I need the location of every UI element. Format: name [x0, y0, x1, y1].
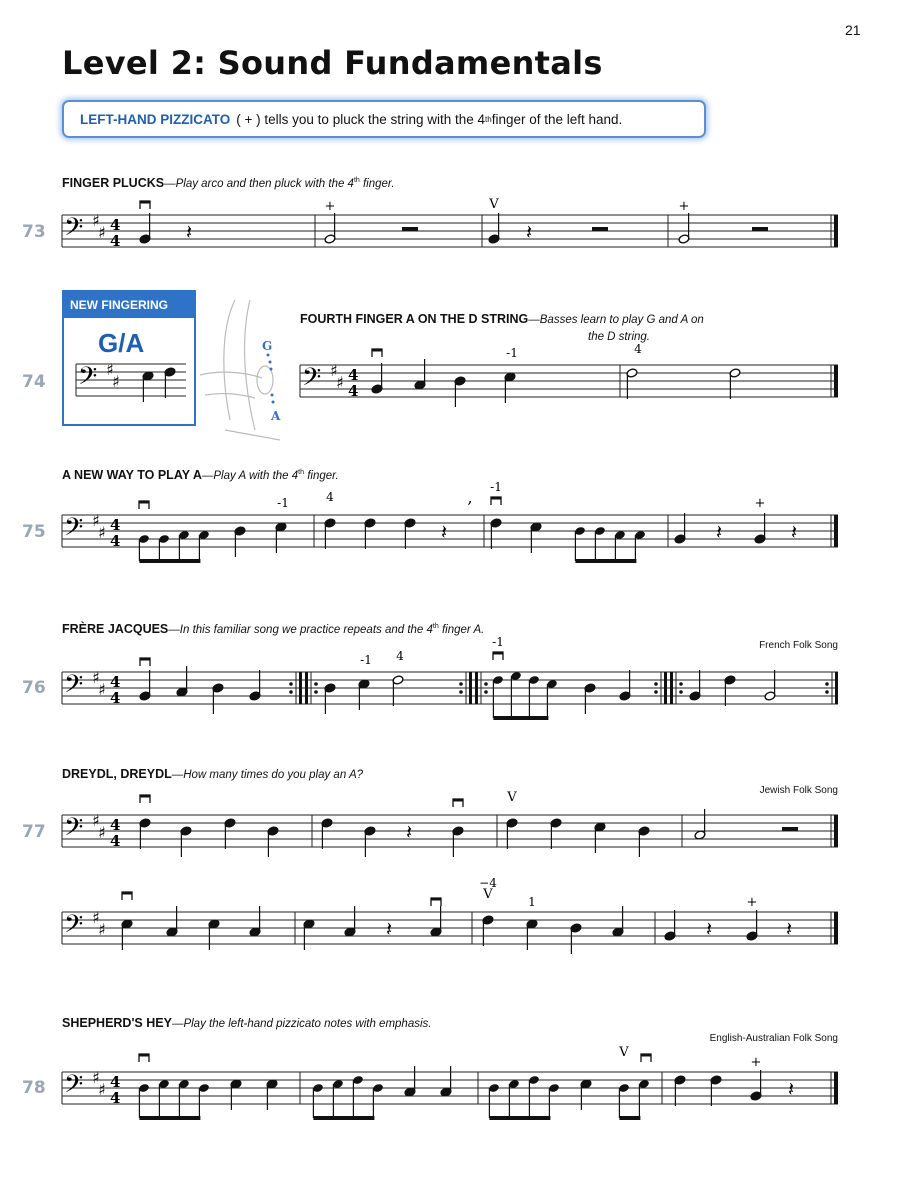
staff-74-time-top: 4 [348, 366, 359, 384]
staff-76-sharp-c: ♯ [98, 680, 106, 699]
ex75-finger-minus1: -1 [277, 496, 289, 510]
staff-78-sharp-f: ♯ [92, 1068, 100, 1087]
ex78-r1-quarter-rest: 𝄽 [788, 1077, 795, 1101]
ex75-b2-beam [575, 559, 636, 563]
info-term: LEFT-HAND PIZZICATO [80, 111, 231, 127]
exercise-76-title: FRÈRE JACQUES—In this familiar song we practice repeats and the 4th finger A. [62, 622, 485, 636]
staff-77b-sharp-f: ♯ [92, 908, 100, 927]
ex76-r4-repeat-dot [825, 690, 829, 694]
ex76-b-down-bow-bar [493, 652, 503, 655]
ex74-final-thick [834, 365, 838, 397]
ex76-r1-repeat-dot [289, 682, 293, 686]
staff-73-time-bottom: 4 [110, 232, 121, 250]
info-text-end: finger of the left hand. [491, 111, 623, 127]
ex75-finger-minus1-b: -1 [490, 480, 502, 494]
ex76-r3-repeat-dot [654, 690, 658, 694]
staff-76-time-top: 4 [110, 673, 121, 691]
ex75-r3-quarter-rest: 𝄽 [791, 520, 798, 544]
level-title: Level 2: Sound Fundamentals [62, 44, 603, 82]
ex73-half-rest [402, 227, 418, 231]
ex75-b-down-bow-bar [491, 497, 501, 500]
exercise-78-attribution: English-Australian Folk Song [709, 1033, 838, 1044]
ex77-up-bow: V [507, 790, 517, 805]
exercise-number-76: 76 [22, 678, 46, 698]
ex78-down-bow-bar [139, 1054, 149, 1057]
staff-75-time-top: 4 [110, 516, 121, 534]
ex76-r1-repeat-dot [314, 690, 318, 694]
ex75-r2-quarter-rest: 𝄽 [716, 520, 723, 544]
ex77b-pizz-mark: + [746, 895, 758, 910]
ex73-down-bow-bar [140, 201, 150, 204]
staff-73-time-top: 4 [110, 216, 121, 234]
staff-74-small-sharp-f: ♯ [106, 360, 114, 379]
ex73-r3-half-rest [592, 227, 608, 231]
ex77b-final-thick [834, 912, 838, 944]
exercise-77-title: DREYDL, DREYDL—How many times do you play an A? [62, 767, 364, 781]
staff-73-bass-clef: 𝄢 [64, 213, 84, 248]
staff-74-bass-clef: 𝄢 [302, 363, 322, 398]
exercise-number-78: 78 [22, 1078, 46, 1098]
bass-hand-illustration [200, 300, 280, 440]
ex75-pizz-mark: + [754, 496, 766, 511]
ex76-r1-repeat-dot [314, 682, 318, 686]
exercise-76-attribution: French Folk Song [759, 640, 838, 651]
info-sup: th [485, 114, 492, 124]
ex76-finger-minus1-b: -1 [492, 635, 504, 649]
ex78-final-thick [834, 1072, 838, 1104]
ex76-down-bow-bar [140, 658, 150, 661]
exercise-73-title: FINGER PLUCKS—Play arco and then pluck with the 4th finger. [62, 176, 395, 190]
ex76-r2-repeat-thick [469, 672, 472, 704]
ex76-r2-repeat-dot [459, 690, 463, 694]
staff-77-bass-clef: 𝄢 [64, 813, 84, 848]
staff-77b-sharp-c: ♯ [98, 920, 106, 939]
ex73-pizz-mark: + [324, 199, 336, 214]
exercise-number-75: 75 [22, 522, 46, 542]
staff-76-time-bottom: 4 [110, 689, 121, 707]
ex77-b-down-bow-bar [453, 799, 463, 802]
ex76-r3-repeat-thick [670, 672, 673, 704]
ex74-finger-minus1: -1 [506, 346, 518, 360]
ex77b-r2-quarter-rest: 𝄽 [706, 917, 713, 941]
ex76-r4-repeat-thick [835, 672, 838, 704]
staff-74-sharp-c: ♯ [336, 373, 344, 392]
page-number: 21 [845, 22, 861, 38]
ex75-breath-mark: , [467, 488, 473, 507]
ex73-final-thick [834, 215, 838, 247]
staff-77-time-bottom: 4 [110, 832, 121, 850]
ex76-finger-4: 4 [396, 649, 404, 663]
staff-78-bass-clef: 𝄢 [64, 1070, 84, 1105]
ex78-b2-beam [313, 1116, 374, 1120]
info-symbol: ( + ) [236, 111, 261, 127]
staff-77b-bass-clef: 𝄢 [64, 910, 84, 945]
staff-76-sharp-f: ♯ [92, 668, 100, 687]
staff-75-time-bottom: 4 [110, 532, 121, 550]
ex76-r2-repeat-dot [459, 682, 463, 686]
ex77-r2-half-rest [782, 827, 798, 831]
ex76-b1-beam [493, 716, 548, 720]
staff-77-sharp-c: ♯ [98, 823, 106, 842]
ex77b-finger-1: 1 [528, 895, 536, 909]
ex78-up-bow: V [619, 1045, 629, 1060]
staff-73-sharp-c: ♯ [98, 223, 106, 242]
ex76-r3-repeat-thick [664, 672, 667, 704]
ex76-r2-repeat-thick [475, 672, 478, 704]
ex73-r2-quarter-rest: 𝄽 [526, 220, 533, 244]
exercise-77-attribution: Jewish Folk Song [759, 785, 838, 796]
ex77b-b-down-bow-bar [431, 898, 441, 901]
staff-74-small-bass-clef: 𝄢 [78, 362, 98, 397]
ex77-down-bow-bar [140, 795, 150, 798]
staff-78-sharp-c: ♯ [98, 1080, 106, 1099]
ex75-final-thick [834, 515, 838, 547]
ex74-down-bow-bar [372, 349, 382, 352]
staff-76-bass-clef: 𝄢 [64, 670, 84, 705]
exercise-74-desc-line2: the D string. [588, 331, 650, 343]
staff-78-time-bottom: 4 [110, 1089, 121, 1107]
staff-75-sharp-c: ♯ [98, 523, 106, 542]
ex76-r3-repeat-dot [679, 690, 683, 694]
info-text: tells you to pluck the string with the 4 [264, 111, 486, 127]
staff-75-sharp-f: ♯ [92, 511, 100, 530]
exercise-number-77: 77 [22, 822, 46, 842]
exercise-74-title: FOURTH FINGER A ON THE D STRING—Basses learn to play G and A on [300, 312, 704, 326]
ex76-r1-repeat-thick [299, 672, 302, 704]
staff-74-time-bottom: 4 [348, 382, 359, 400]
ex74-finger-4: 4 [634, 342, 642, 356]
new-fingering-notes: G/A [98, 328, 145, 358]
staff-77-time-top: 4 [110, 816, 121, 834]
staff-78-time-top: 4 [110, 1073, 121, 1091]
ex76-r2-repeat-dot [484, 690, 488, 694]
ex76-r1-repeat-dot [289, 690, 293, 694]
ex76-r2-repeat-dot [484, 682, 488, 686]
ex76-r1-repeat-thick [305, 672, 308, 704]
ex76-r4-repeat-dot [825, 682, 829, 686]
ex78-b3-beam [489, 1116, 550, 1120]
exercise-78-title: SHEPHERD'S HEY—Play the left-hand pizzicato notes with emphasis. [62, 1016, 432, 1030]
fingering-label-g: G [262, 339, 273, 353]
ex78-b-down-bow-bar [641, 1054, 651, 1057]
ex73-r4-half-rest [752, 227, 768, 231]
ex75-finger-4: 4 [326, 490, 334, 504]
ex78-b1-beam [139, 1116, 200, 1120]
ex78-b4-beam [619, 1116, 640, 1120]
staff-73-sharp-f: ♯ [92, 211, 100, 230]
staff-77-sharp-f: ♯ [92, 811, 100, 830]
ex75-b1-beam [139, 559, 200, 563]
exercise-number-73: 73 [22, 222, 46, 242]
ex77-quarter-rest: 𝄽 [406, 820, 413, 844]
ex76-r3-repeat-dot [679, 682, 683, 686]
ex77b-r3-quarter-rest: 𝄽 [786, 917, 793, 941]
staff-74-small-sharp-c: ♯ [112, 372, 120, 391]
ex77b-finger-minus4: −4 [479, 876, 497, 890]
new-fingering-label: NEW FINGERING [64, 292, 194, 318]
staff-75-bass-clef: 𝄢 [64, 513, 84, 548]
ex78-pizz-mark: + [750, 1055, 762, 1070]
ex77b-up-bow: V [483, 887, 493, 902]
ex77b-down-bow-bar [122, 892, 132, 895]
fingering-label-a: A [271, 409, 281, 423]
exercise-75-title: A NEW WAY TO PLAY A—Play A with the 4th finger. [62, 468, 339, 482]
ex75-quarter-rest: 𝄽 [441, 520, 448, 544]
staff-74-sharp-f: ♯ [330, 361, 338, 380]
ex77b-quarter-rest: 𝄽 [386, 917, 393, 941]
ex73-up-bow: V [489, 197, 499, 212]
exercise-number-74: 74 [22, 372, 46, 392]
ex76-r3-repeat-dot [654, 682, 658, 686]
ex77-final-thick [834, 815, 838, 847]
ex75-down-bow-bar [139, 501, 149, 504]
ex76-finger-minus1: -1 [360, 653, 372, 667]
ex73-quarter-rest: 𝄽 [186, 220, 193, 244]
ex73-pizz-mark: + [678, 199, 690, 214]
